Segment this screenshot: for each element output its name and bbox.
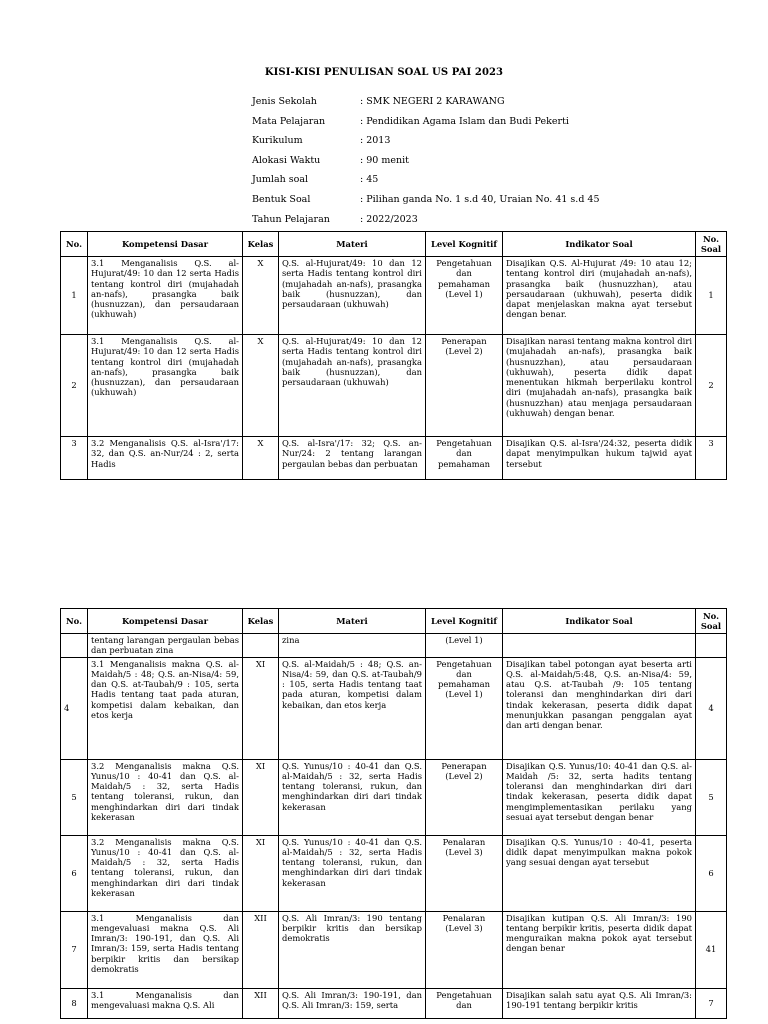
meta-value: : Pilihan ganda No. 1 s.d 40, Uraian No. 41 s.d 45: [360, 193, 600, 205]
cell-materi: Q.S. al-Hujurat/49: 10 dan 12 serta Hadis tentang kontrol diri (mujahadah an-nafs), prasangka baik (husnuzzan), dan persaudaraan (ukhuwah): [279, 257, 426, 335]
header-no: No.: [61, 232, 88, 257]
cell-indikator-soal: Disajikan Q.S. Al-Hujurat /49: 10 atau 12; tentang kontrol diri (mujahadah an-nafs), prasangka baik (husnuzzhan), atau persaudaraan (ukhuwah), peserta didik dapat menjelaskan makna ayat tersebut dengan benar.: [503, 257, 696, 335]
meta-label: Jenis Sekolah: [252, 96, 317, 107]
table-header-row: [61, 232, 727, 257]
table-row: [61, 437, 727, 480]
meta-value: : Pendidikan Agama Islam dan Budi Pekerti: [360, 115, 569, 127]
cell-kelas: XII: [243, 911, 279, 988]
cell-no-soal: 6: [696, 835, 727, 911]
cell-no-soal: [696, 634, 727, 658]
cell-indikator-soal: Disajikan Q.S. Yunus/10: 40-41 dan Q.S. al-Maidah /5: 32, serta hadits tentang toleransi dan menghindarkan diri dari tindak kekerasan, peserta didik dapat mengimplementasikan perilaku yang sesuai ayat tersebut dengan benar: [503, 759, 696, 835]
cell-kelas: XI: [243, 759, 279, 835]
cell-level-kognitif: (Level 1): [426, 634, 503, 658]
meta-label: Bentuk Soal: [252, 193, 311, 205]
meta-label: Kurikulum: [252, 135, 303, 147]
cell-no-soal: 7: [696, 988, 727, 1018]
header-indikator-soal: Indikator Soal: [503, 232, 696, 257]
cell-indikator-soal: Disajikan narasi tentang makna kontrol diri (mujahadah an-nafs), prasangka baik (husnuzzhan), atau persaudaraan (ukhuwah), peserta didik dapat menentukan hikmah berperilaku kontrol diri (mujahadah an-nafs), prasangka baik (husnuzzhan) atau menjaga persaudaraan (ukhuwah) dengan benar.: [503, 335, 696, 437]
table-row: [61, 657, 727, 759]
cell-no: 4: [61, 657, 88, 759]
cell-indikator-soal: Disajikan Q.S. Yunus/10 : 40-41, peserta didik dapat menyimpulkan makna pokok yang sesuai dengan ayat tersebut: [503, 835, 696, 911]
cell-level-kognitif: Pengetahuan dan: [426, 988, 503, 1018]
table-row: [61, 759, 727, 835]
cell-no-soal: 4: [696, 657, 727, 759]
cell-kompetensi-dasar: 3.2 Menganalisis Q.S. al-Isra'/17: 32, dan Q.S. an-Nur/24 : 2, serta Hadis: [88, 437, 243, 480]
cell-indikator-soal: Disajikan salah satu ayat Q.S. Ali Imran/3: 190-191 tentang berpikir kritis: [503, 988, 696, 1018]
cell-no-soal: 41: [696, 911, 727, 988]
cell-kompetensi-dasar: 3.1 Menganalisis Q.S. al-Hujurat/49: 10 dan 12 serta Hadis tentang kontrol diri (mujahadah an-nafs), prasangka baik (husnuzzan), dan persaudaraan (ukhuwah): [88, 257, 243, 335]
cell-level-kognitif: Penalaran (Level 3): [426, 911, 503, 988]
table-row: [61, 257, 727, 335]
meta-label: Tahun Pelajaran: [252, 213, 330, 225]
meta-value: : 45: [360, 174, 379, 186]
cell-materi: Q.S. al-Hujurat/49: 10 dan 12 serta Hadis tentang kontrol diri (mujahadah an-nafs), prasangka baik (husnuzzan), dan persaudaraan (ukhuwah): [279, 335, 426, 437]
cell-kompetensi-dasar: tentang larangan pergaulan bebas dan perbuatan zina: [88, 634, 243, 658]
cell-no: 7: [61, 911, 88, 988]
table-row: [61, 911, 727, 988]
meta-label: Jumlah soal: [252, 174, 309, 186]
table-row: [61, 988, 727, 1018]
meta-value: : SMK NEGERI 2 KARAWANG: [360, 96, 505, 107]
header-materi: Materi: [279, 609, 426, 634]
cell-kelas: [243, 634, 279, 658]
document-title: KISI-KISI PENULISAN SOAL US PAI 2023: [264, 67, 504, 78]
table-row: [61, 835, 727, 911]
header-no-soal: No. Soal: [696, 232, 727, 257]
cell-no: 5: [61, 759, 88, 835]
cell-materi: Q.S. al-Maidah/5 : 48; Q.S. an-Nisa/4: 59, dan Q.S. at-Taubah/9 : 105, serta Hadis tentang taat pada aturan, kompetisi dalam kebaikan, dan etos kerja: [279, 657, 426, 759]
header-kompetensi-dasar: Kompetensi Dasar: [88, 609, 243, 634]
cell-no: 6: [61, 835, 88, 911]
cell-kompetensi-dasar: 3.1 Menganalisis dan mengevaluasi makna Q.S. Ali Imran/3: 190-191, dan Q.S. Ali Imran/3: 159, serta Hadis tentang berpikir kritis dan bersikap demokratis: [88, 911, 243, 988]
meta-value: : 2013: [360, 135, 391, 147]
cell-no: 2: [61, 335, 88, 437]
cell-level-kognitif: Penalaran (Level 3): [426, 835, 503, 911]
cell-kelas: XI: [243, 657, 279, 759]
cell-materi: Q.S. al-Isra'/17: 32; Q.S. an-Nur/24: 2 tentang larangan pergaulan bebas dan perbuatan: [279, 437, 426, 480]
meta-label: Alokasi Waktu: [252, 154, 321, 166]
header-kelas: Kelas: [243, 232, 279, 257]
header-no: No.: [61, 609, 88, 634]
cell-materi: Q.S. Yunus/10 : 40-41 dan Q.S. al-Maidah/5 : 32, serta Hadis tentang toleransi, rukun, dan menghindarkan diri dari tindak kekerasan: [279, 759, 426, 835]
header-level-kognitif: Level Kognitif: [426, 609, 503, 634]
header-indikator-soal: Indikator Soal: [503, 609, 696, 634]
cell-kompetensi-dasar: 3.2 Menganalisis makna Q.S. Yunus/10 : 40-41 dan Q.S. al-Maidah/5 : 32, serta Hadis tentang toleransi, rukun, dan menghindarkan diri dari tindak kekerasan: [88, 835, 243, 911]
header-level-kognitif: Level Kognitif: [426, 232, 503, 257]
cell-indikator-soal: Disajikan kutipan Q.S. Ali Imran/3: 190 tentang berpikir kritis, peserta didik dapat menguraikan makna pokok ayat tersebut dengan benar: [503, 911, 696, 988]
cell-level-kognitif: Penerapan (Level 2): [426, 759, 503, 835]
cell-no: 1: [61, 257, 88, 335]
cell-level-kognitif: Pengetahuan dan pemahaman (Level 1): [426, 657, 503, 759]
cell-kelas: X: [243, 257, 279, 335]
cell-materi: Q.S. Ali Imran/3: 190 tentang berpikir kritis dan bersikap demokratis: [279, 911, 426, 988]
header-kompetensi-dasar: Kompetensi Dasar: [88, 232, 243, 257]
cell-kompetensi-dasar: 3.1 Menganalisis Q.S. al-Hujurat/49: 10 dan 12 serta Hadis tentang kontrol diri (mujahadah an-nafs), prasangka baik (husnuzzan), dan persaudaraan (ukhuwah): [88, 335, 243, 437]
kisi-kisi-table-page-2: [60, 608, 727, 1019]
cell-no-soal: 1: [696, 257, 727, 335]
header-kelas: Kelas: [243, 609, 279, 634]
cell-kompetensi-dasar: 3.1 Menganalisis dan mengevaluasi makna Q.S. Ali: [88, 988, 243, 1018]
cell-indikator-soal: Disajikan Q.S. al-Isra'/24:32, peserta didik dapat menyimpulkan hukum tajwid ayat tersebut: [503, 437, 696, 480]
cell-materi: zina: [279, 634, 426, 658]
meta-value: : 90 menit: [360, 154, 409, 166]
meta-value: : 2022/2023: [360, 213, 418, 225]
cell-level-kognitif: Penerapan (Level 2): [426, 335, 503, 437]
cell-no-soal: 2: [696, 335, 727, 437]
cell-level-kognitif: Pengetahuan dan pemahaman (Level 1): [426, 257, 503, 335]
cell-kelas: XII: [243, 988, 279, 1018]
cell-no-soal: 5: [696, 759, 727, 835]
cell-indikator-soal: Disajikan tabel potongan ayat beserta arti Q.S. al-Maidah/5:48, Q.S. an-Nisa/4: 59, atau Q.S. at-Taubah /9: 105 tentang toleransi dan menghindarkan diri dari tindak kekerasan, peserta didik dapat menunjukkan pasangan penggalan ayat dan arti dengan benar.: [503, 657, 696, 759]
cell-materi: Q.S. Yunus/10 : 40-41 dan Q.S. al-Maidah/5 : 32, serta Hadis tentang toleransi, rukun, dan menghindarkan diri dari tindak kekerasan: [279, 835, 426, 911]
table-row-continued: [61, 634, 727, 658]
cell-indikator-soal: [503, 634, 696, 658]
cell-no: 8: [61, 988, 88, 1018]
cell-level-kognitif: Pengetahuan dan pemahaman: [426, 437, 503, 480]
cell-kelas: X: [243, 437, 279, 480]
cell-no-soal: 3: [696, 437, 727, 480]
table-row: [61, 335, 727, 437]
cell-materi: Q.S. Ali Imran/3: 190-191, dan Q.S. Ali Imran/3: 159, serta: [279, 988, 426, 1018]
cell-no: [61, 634, 88, 658]
cell-kelas: X: [243, 335, 279, 437]
header-no-soal: No. Soal: [696, 609, 727, 634]
cell-kelas: XI: [243, 835, 279, 911]
cell-kompetensi-dasar: 3.1 Menganalisis makna Q.S. al-Maidah/5 : 48; Q.S. an-Nisa/4: 59, dan Q.S. at-Taubah/9 : 105, serta Hadis tentang taat pada aturan, kompetisi dalam kebaikan, dan etos kerja: [88, 657, 243, 759]
kisi-kisi-table-page-1: [60, 231, 727, 480]
header-materi: Materi: [279, 232, 426, 257]
table-header-row: [61, 609, 727, 634]
cell-kompetensi-dasar: 3.2 Menganalisis makna Q.S. Yunus/10 : 40-41 dan Q.S. al-Maidah/5 : 32, serta Hadis tentang toleransi, rukun, dan menghindarkan diri dari tindak kekerasan: [88, 759, 243, 835]
meta-label: Mata Pelajaran: [252, 115, 326, 127]
cell-no: 3: [61, 437, 88, 480]
